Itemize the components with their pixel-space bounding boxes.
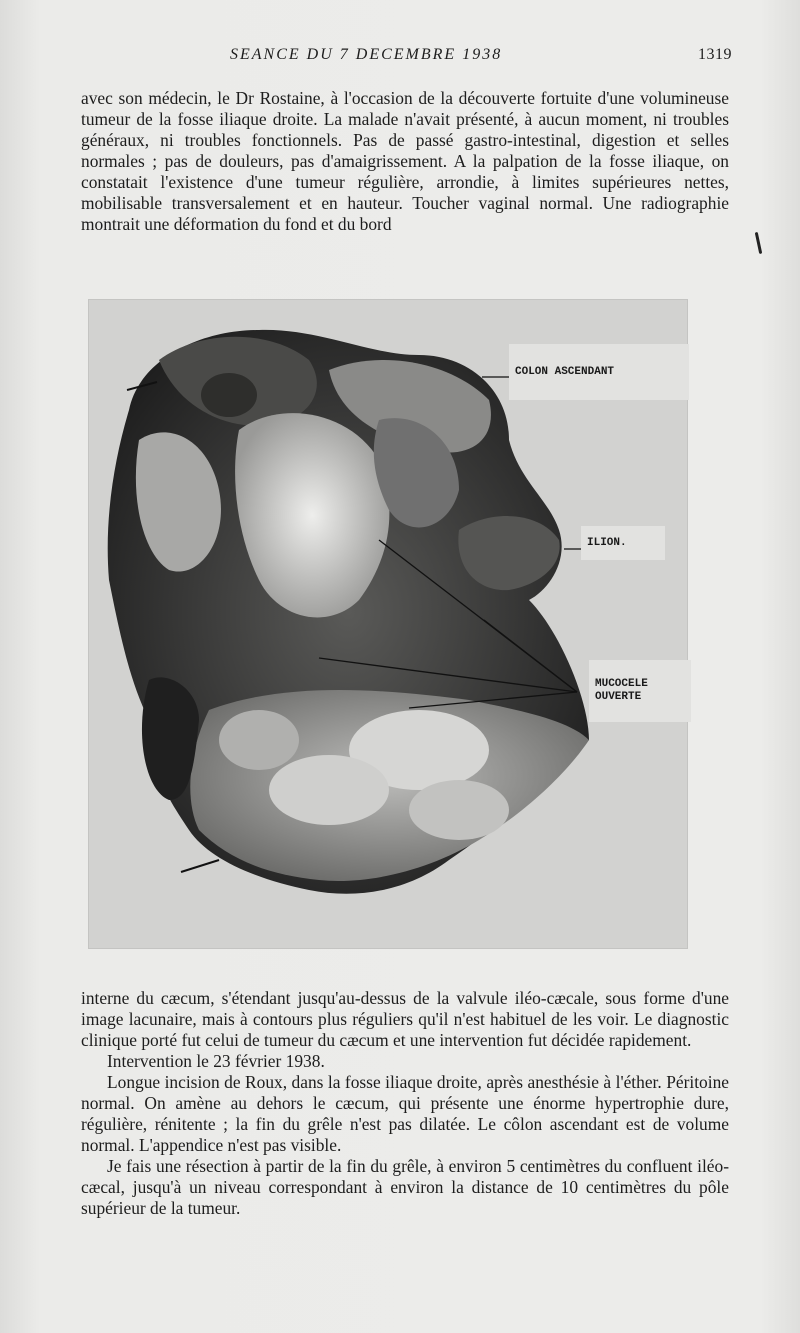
paragraph: interne du cæcum, s'étendant jusqu'au-dessus de la valvule iléo-cæcale, sous forme d'une image lacunaire, mais à contours plus réguliers qu'il n'est habituel de les voir. Le diagnostic clinique porté fut celui de tumeur du cæcum et une intervention fut décidée rapidement.: [81, 988, 729, 1050]
mucocele-lobule: [269, 755, 389, 825]
label-colon-ascendant: [509, 344, 689, 400]
body-text-bottom: [81, 988, 729, 1219]
mucocele-lobule: [409, 780, 509, 840]
header-title: SEANCE DU 7 DECEMBRE 1938: [230, 46, 503, 63]
body-text-top: [81, 88, 729, 235]
paragraph: Intervention le 23 février 1938.: [107, 1051, 325, 1071]
pin: [181, 860, 219, 872]
label-ilion: [581, 526, 665, 560]
margin-pencil-mark: [755, 232, 763, 254]
paragraph: Je fais une résection à partir de la fin du grêle, à environ 5 centimètres du confluent iléo-cæcal, jusqu'à un niveau correspondant à environ la distance de 10 centimètres du pôle supérieur de la tumeur.: [81, 1156, 729, 1218]
label-text: ILION.: [587, 536, 627, 549]
paragraph: avec son médecin, le Dr Rostaine, à l'occasion de la découverte fortuite d'une volumineuse tumeur de la fosse iliaque droite. La malade n'avait présenté, à aucun moment, ni troubles généraux, ni troubles fonctionnels. Pas de passé gastro-intestinal, digestion et selles normales ; pas de douleurs, pas d'amaigrissement. A la palpation de la fosse iliaque, on constatait l'existence d'une tumeur régulière, arrondie, à limites supérieures nettes, mobilisable transversalement et en hauteur. Toucher vaginal normal. Une radiographie montrait une déformation du fond et du bord: [81, 88, 729, 234]
label-text: OUVERTE: [595, 691, 642, 703]
label-text: MUCOCELE: [595, 678, 648, 690]
running-header: [80, 46, 732, 70]
tissue-fold: [201, 373, 257, 417]
page-number: 1319: [698, 46, 732, 63]
label-text: COLON ASCENDANT: [515, 365, 615, 378]
label-mucocele-ouverte: [589, 660, 691, 722]
specimen-photograph: [88, 299, 688, 949]
mucocele-lobule: [219, 710, 299, 770]
paragraph: Longue incision de Roux, dans la fosse iliaque droite, après anesthésie à l'éther. Péritoine normal. On amène au dehors le cæcum, qui présente une énorme hypertrophie dure, régulière, rénitente ; la fin du grêle n'est pas dilatée. Le côlon ascendant est de volume normal. L'appendice n'est pas visible.: [81, 1072, 729, 1155]
